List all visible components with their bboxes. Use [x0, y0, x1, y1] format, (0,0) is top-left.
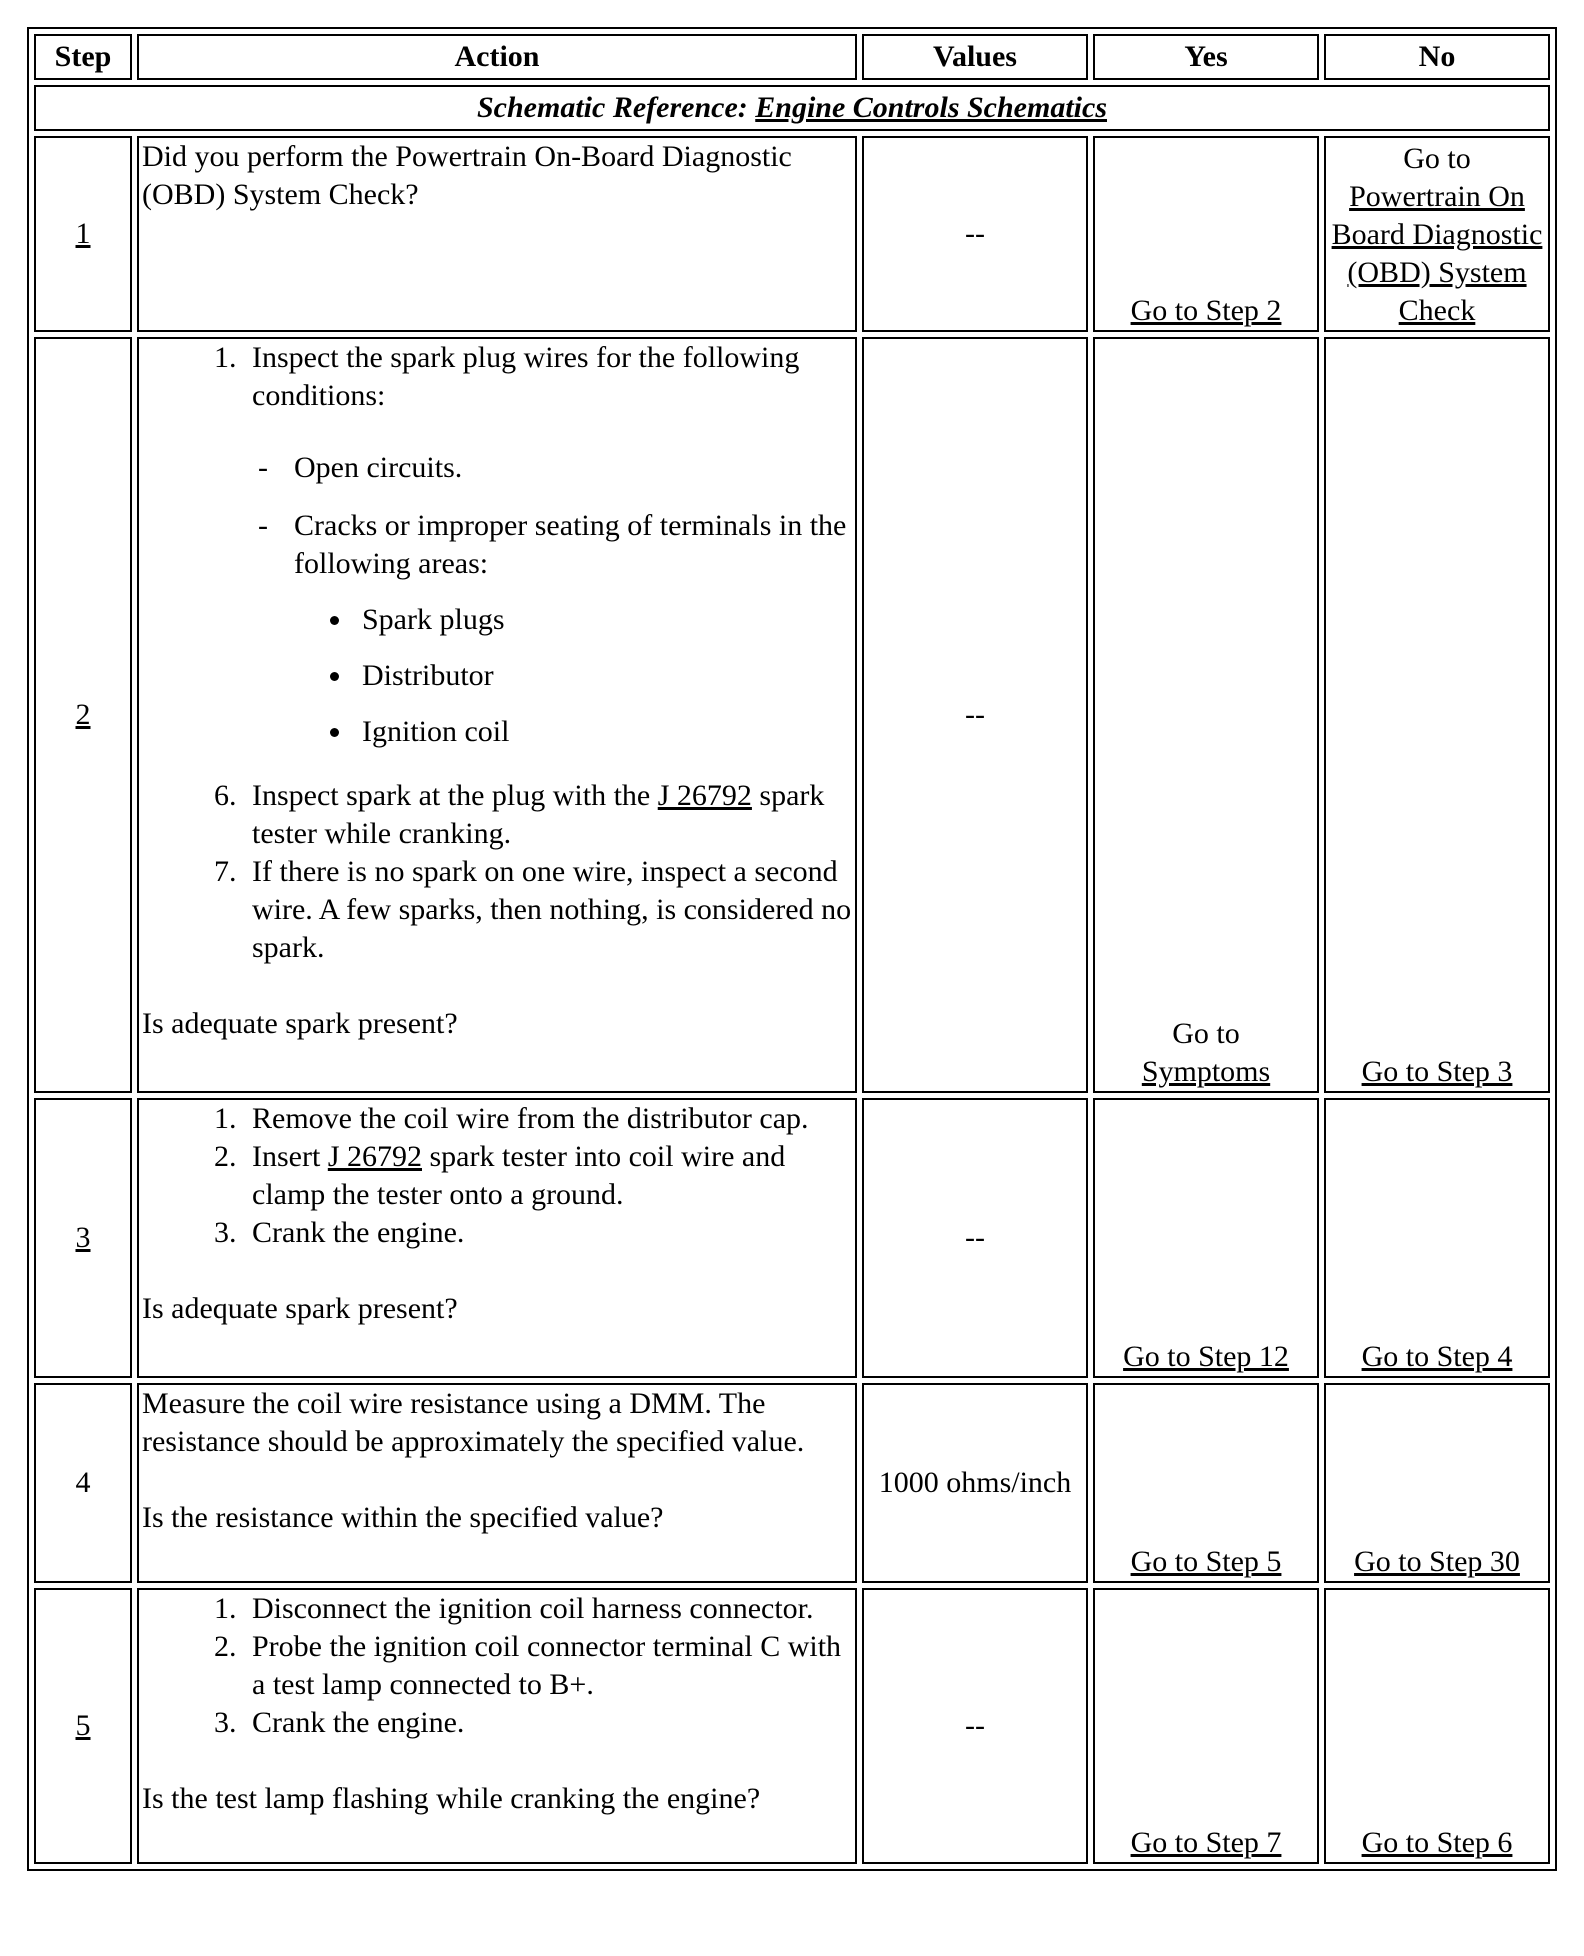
- no-cell: [1324, 337, 1550, 1093]
- step-1-link[interactable]: 1: [75, 217, 91, 250]
- header-values: Values: [862, 34, 1088, 80]
- go-to-step-6-link[interactable]: Go to Step 6: [1361, 1826, 1513, 1859]
- question-text: Is the test lamp flashing while cranking the engine?: [142, 1782, 761, 1815]
- value-cell: --: [862, 136, 1088, 332]
- dash-list: [252, 449, 852, 751]
- action-cell: [137, 337, 857, 1093]
- step-cell: [34, 1098, 132, 1378]
- table-row: [34, 337, 1550, 1093]
- step-cell: [34, 1588, 132, 1864]
- powertrain-obd-check-link[interactable]: Powertrain On Board Diagnostic (OBD) System Check: [1331, 180, 1543, 327]
- list-item: 7. If there is no spark on one wire, inspect a second wire. A few sparks, then nothing, is considered no spark.: [244, 853, 852, 967]
- go-to-step-5-link[interactable]: Go to Step 5: [1130, 1545, 1282, 1578]
- list-item: 1. Disconnect the ignition coil harness connector.: [244, 1590, 852, 1628]
- action-cell: [137, 1588, 857, 1864]
- question-text: Is adequate spark present?: [142, 1007, 458, 1040]
- schematic-row: [34, 85, 1550, 131]
- step-cell: 4: [34, 1383, 132, 1583]
- go-to-step-12-link[interactable]: Go to Step 12: [1123, 1340, 1289, 1373]
- action-list: [142, 1100, 852, 1252]
- header-action: Action: [137, 34, 857, 80]
- go-to-step-7-link[interactable]: Go to Step 7: [1130, 1826, 1282, 1859]
- table-row: [34, 1098, 1550, 1378]
- list-item: • Spark plugs: [354, 601, 852, 639]
- go-to-step-3-link[interactable]: Go to Step 3: [1361, 1055, 1513, 1088]
- list-item: - Cracks or improper seating of terminals in the following areas: • Spark plugs • Distributor • Ignition coil: [286, 507, 852, 751]
- table-row: [34, 1383, 1550, 1583]
- go-to-step-2-link[interactable]: Go to Step 2: [1130, 294, 1282, 327]
- action-cell: Did you perform the Powertrain On-Board Diagnostic (OBD) System Check?: [137, 136, 857, 332]
- step-2-link[interactable]: 2: [75, 698, 91, 731]
- list-item: 1. Inspect the spark plug wires for the following conditions: - Open circuits. - Cracks or improper seating of terminals in the following areas: • Spark plugs • Distributor • Ignition coil: [244, 339, 852, 751]
- no-cell: Go to Powertrain On Board Diagnostic (OBD) System Check: [1324, 136, 1550, 332]
- value-cell: 1000 ohms/inch: [862, 1383, 1088, 1583]
- no-cell: [1324, 1383, 1550, 1583]
- yes-cell: [1093, 1098, 1319, 1378]
- value-cell: --: [862, 1098, 1088, 1378]
- j26792-link[interactable]: J 26792: [327, 1140, 422, 1173]
- list-item: 2. Insert J 26792 spark tester into coil wire and clamp the tester onto a ground.: [244, 1138, 852, 1214]
- list-item: • Distributor: [354, 657, 852, 695]
- yes-cell: [1093, 1383, 1319, 1583]
- schematic-reference: Schematic Reference: Engine Controls Schematics: [34, 85, 1550, 131]
- action-text: Measure the coil wire resistance using a DMM. The resistance should be approximately the specified value.: [142, 1387, 805, 1458]
- list-item: - Open circuits.: [258, 451, 463, 484]
- symptoms-link[interactable]: Symptoms: [1141, 1055, 1271, 1088]
- table-row: [34, 1588, 1550, 1864]
- value-cell: --: [862, 337, 1088, 1093]
- go-to-step-4-link[interactable]: Go to Step 4: [1361, 1340, 1513, 1373]
- no-cell: [1324, 1588, 1550, 1864]
- engine-controls-schematics-link[interactable]: Engine Controls Schematics: [755, 91, 1107, 124]
- action-list: [142, 1590, 852, 1742]
- action-cell: [137, 1383, 857, 1583]
- list-item: 3. Crank the engine.: [244, 1704, 852, 1742]
- action-list: [142, 777, 852, 967]
- table-row: [34, 136, 1550, 332]
- step-cell: [34, 337, 132, 1093]
- step-cell: [34, 136, 132, 332]
- header-yes: Yes: [1093, 34, 1319, 80]
- list-item: • Ignition coil: [354, 713, 852, 751]
- go-to-step-30-link[interactable]: Go to Step 30: [1354, 1545, 1520, 1578]
- j26792-link[interactable]: J 26792: [657, 779, 752, 812]
- yes-cell: Go to Symptoms: [1093, 337, 1319, 1093]
- question-text: Is the resistance within the specified value?: [142, 1501, 664, 1534]
- list-item: 2. Probe the ignition coil connector terminal C with a test lamp connected to B+.: [244, 1628, 852, 1704]
- yes-cell: [1093, 136, 1319, 332]
- question-text: Is adequate spark present?: [142, 1292, 458, 1325]
- diagnostic-table: [27, 27, 1557, 1871]
- no-cell: [1324, 1098, 1550, 1378]
- header-no: No: [1324, 34, 1550, 80]
- list-item: 3. Crank the engine.: [244, 1214, 852, 1252]
- list-item: 6. Inspect spark at the plug with the J 26792 spark tester while cranking.: [244, 777, 852, 853]
- step-3-link[interactable]: 3: [75, 1221, 91, 1254]
- action-list: [142, 339, 852, 751]
- step-5-link[interactable]: 5: [75, 1709, 91, 1742]
- action-cell: [137, 1098, 857, 1378]
- bullet-list: [294, 601, 852, 751]
- yes-cell: [1093, 1588, 1319, 1864]
- list-item: 1. Remove the coil wire from the distributor cap.: [244, 1100, 852, 1138]
- header-row: [34, 34, 1550, 80]
- value-cell: --: [862, 1588, 1088, 1864]
- header-step: Step: [34, 34, 132, 80]
